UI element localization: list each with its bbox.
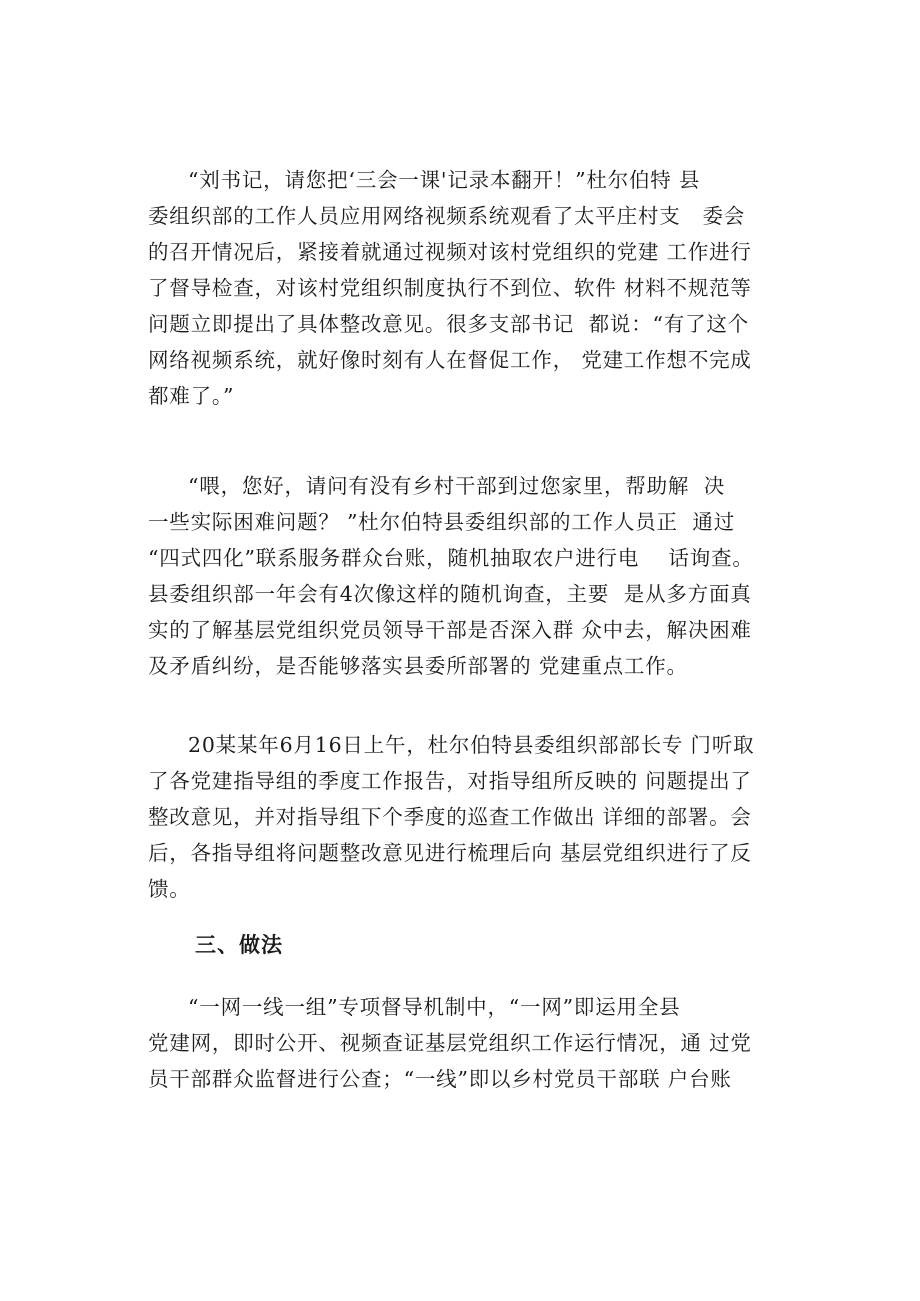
- paragraph-4-line-1: “一网一线一组”专项督导机制中，“一网”即运用全县: [188, 995, 681, 1019]
- paragraph-3-line-2: 了各党建指导组的季度工作报告，对指导组所反映的 问题提出了: [148, 769, 752, 793]
- paragraph-3-line-3: 整改意见，并对指导组下个季度的巡查工作做出 详细的部署。会: [148, 805, 752, 829]
- section-heading: 三、做法: [195, 933, 283, 957]
- paragraph-2-line-2: 一些实际困难问题？ ”杜尔伯特县委组织部的工作人员正 通过: [148, 510, 736, 534]
- paragraph-4-line-3: 员干部群众监督进行公查；“一线”即以乡村党员干部联 户台账: [148, 1067, 732, 1091]
- paragraph-1-line-1: “刘书记，请您把‘三会一课'记录本翻开！”杜尔伯特 县: [188, 168, 701, 192]
- paragraph-2-line-6: 及矛盾纠纷，是否能够落实县委所部署的 党建重点工作。: [148, 654, 688, 678]
- paragraph-1-line-4: 了督导检查，对该村党组织制度执行不到位、软件 材料不规范等: [148, 276, 752, 300]
- paragraph-1-line-5: 问题立即提出了具体整改意见。很多支部书记 都说：“有了这个: [148, 312, 750, 336]
- paragraph-2-line-5: 实的了解基层党组织党员领导干部是否深入群 众中去，解决困难: [148, 618, 752, 642]
- paragraph-2-line-4: 县委组织部一年会有4次像这样的随机询查，主要 是从多方面真: [148, 582, 752, 606]
- paragraph-4-line-2: 党建网，即时公开、视频查证基层党组织工作运行情况，通 过党: [148, 1031, 752, 1055]
- paragraph-1-line-6: 网络视频系统，就好像时刻有人在督促工作， 党建工作想不完成: [148, 348, 752, 372]
- paragraph-2-line-1: “喂，您好，请问有没有乡村干部到过您家里，帮助解 决: [188, 474, 726, 498]
- paragraph-3-line-1: 20某某年6月16日上午，杜尔伯特县委组织部部长专 门听取: [188, 733, 755, 757]
- paragraph-2-line-3: “四式四化”联系服务群众台账，随机抽取农户进行电 话询查。: [148, 546, 754, 570]
- paragraph-3-line-4: 后，各指导组将问题整改意见进行梳理后向 基层党组织进行了反: [148, 841, 752, 865]
- paragraph-1-line-2: 委组织部的工作人员应用网络视频系统观看了太平庄村支 委会: [148, 204, 746, 228]
- paragraph-3-line-5: 馈。: [148, 877, 191, 901]
- paragraph-1-line-3: 的召开情况后，紧接着就通过视频对该村党组织的党建 工作进行: [148, 240, 752, 264]
- paragraph-1-line-7: 都难了。”: [148, 384, 235, 408]
